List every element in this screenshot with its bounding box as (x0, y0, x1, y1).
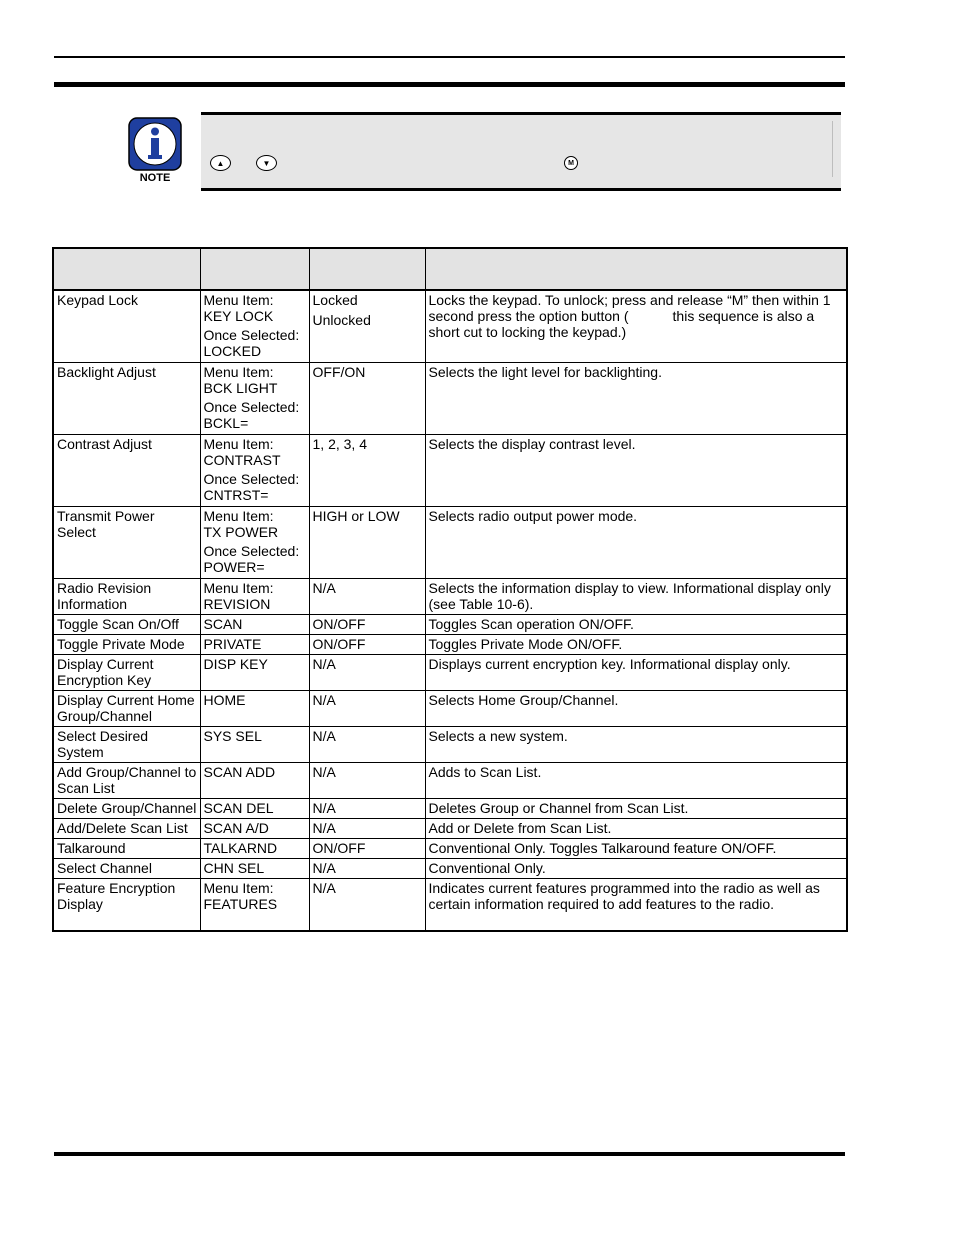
table-row (53, 838, 847, 858)
feature-cell: Radio Revision Information (53, 578, 200, 614)
table-row (53, 690, 847, 726)
menu-cell: HOME (200, 690, 309, 726)
header-cell (53, 248, 200, 290)
feature-cell: Display Current Home Group/Channel (53, 690, 200, 726)
feature-cell: Select Channel (53, 858, 200, 878)
table-header-row (53, 248, 847, 290)
menu-cell: Menu Item: REVISION (200, 578, 309, 614)
description-cell: Conventional Only. (425, 858, 847, 878)
values-cell: N/A (309, 690, 425, 726)
description-cell: Conventional Only. Toggles Talkaround feature ON/OFF. (425, 838, 847, 858)
values-cell: N/A (309, 726, 425, 762)
table-row (53, 798, 847, 818)
description-cell: Locks the keypad. To unlock; press and release “M” then within 1 second press the option button ( this sequence is also a short cut to locking the keypad.) (425, 290, 847, 362)
description-cell: Add or Delete from Scan List. (425, 818, 847, 838)
menu-cell: SCAN A/D (200, 818, 309, 838)
note-label: NOTE (139, 172, 171, 184)
description-cell: Selects a new system. (425, 726, 847, 762)
menu-cell: Menu Item: FEATURES (200, 878, 309, 931)
table-row (53, 726, 847, 762)
feature-cell: Add Group/Channel to Scan List (53, 762, 200, 798)
menu-cell: CHN SEL (200, 858, 309, 878)
table-row (53, 762, 847, 798)
feature-cell: Transmit Power Select (53, 506, 200, 578)
values-cell: ON/OFF (309, 838, 425, 858)
table-row (53, 614, 847, 634)
note-divider (832, 121, 833, 177)
up-arrow-key-icon: ▲ (210, 155, 231, 171)
values-cell: N/A (309, 858, 425, 878)
menu-cell: Menu Item: KEY LOCK Once Selected: LOCKED (200, 290, 309, 362)
description-cell: Selects the display contrast level. (425, 434, 847, 506)
menu-cell: SCAN DEL (200, 798, 309, 818)
description-cell: Displays current encryption key. Informational display only. (425, 654, 847, 690)
info-icon (128, 117, 182, 185)
values-cell: N/A (309, 762, 425, 798)
header-cell (425, 248, 847, 290)
description-cell: Toggles Scan operation ON/OFF. (425, 614, 847, 634)
feature-cell: Toggle Scan On/Off (53, 614, 200, 634)
description-cell: Selects the information display to view. Informational display only (see Table 10-6). (425, 578, 847, 614)
values-cell: 1, 2, 3, 4 (309, 434, 425, 506)
menu-cell: Menu Item: CONTRAST Once Selected: CNTRST= (200, 434, 309, 506)
note-box (201, 112, 841, 191)
description-cell: Selects radio output power mode. (425, 506, 847, 578)
values-cell: N/A (309, 878, 425, 931)
values-cell: Locked Unlocked (309, 290, 425, 362)
header-cell (200, 248, 309, 290)
header-rule-thick (54, 82, 845, 87)
table-row (53, 434, 847, 506)
values-cell: HIGH or LOW (309, 506, 425, 578)
values-cell: N/A (309, 578, 425, 614)
feature-cell: Backlight Adjust (53, 362, 200, 434)
description-cell: Indicates current features programmed into the radio as well as certain information required to add features to the radio. (425, 878, 847, 931)
feature-cell: Select Desired System (53, 726, 200, 762)
table-row (53, 578, 847, 614)
feature-cell: Add/Delete Scan List (53, 818, 200, 838)
values-cell: OFF/ON (309, 362, 425, 434)
menu-key-icon: M (564, 156, 578, 170)
values-cell: N/A (309, 818, 425, 838)
feature-cell: Contrast Adjust (53, 434, 200, 506)
menu-cell: SCAN (200, 614, 309, 634)
menu-cell: Menu Item: TX POWER Once Selected: POWER= (200, 506, 309, 578)
table-row (53, 818, 847, 838)
table-row (53, 362, 847, 434)
menu-cell: SYS SEL (200, 726, 309, 762)
feature-cell: Feature Encryption Display (53, 878, 200, 931)
description-cell: Deletes Group or Channel from Scan List. (425, 798, 847, 818)
table-row (53, 654, 847, 690)
table-row (53, 634, 847, 654)
description-cell: Selects Home Group/Channel. (425, 690, 847, 726)
feature-cell: Display Current Encryption Key (53, 654, 200, 690)
values-cell: N/A (309, 798, 425, 818)
header-cell (309, 248, 425, 290)
feature-cell: Keypad Lock (53, 290, 200, 362)
menu-cell: TALKARND (200, 838, 309, 858)
menu-cell: Menu Item: BCK LIGHT Once Selected: BCKL= (200, 362, 309, 434)
menu-cell: DISP KEY (200, 654, 309, 690)
menu-cell: PRIVATE (200, 634, 309, 654)
menu-cell: SCAN ADD (200, 762, 309, 798)
values-cell: N/A (309, 654, 425, 690)
down-arrow-key-icon: ▼ (256, 155, 277, 171)
table-row (53, 878, 847, 931)
feature-table (52, 247, 848, 932)
feature-cell: Toggle Private Mode (53, 634, 200, 654)
table-row (53, 506, 847, 578)
description-cell: Selects the light level for backlighting. (425, 362, 847, 434)
values-cell: ON/OFF (309, 614, 425, 634)
feature-cell: Talkaround (53, 838, 200, 858)
feature-cell: Delete Group/Channel (53, 798, 200, 818)
footer-rule (54, 1152, 845, 1156)
values-cell: ON/OFF (309, 634, 425, 654)
description-cell: Toggles Private Mode ON/OFF. (425, 634, 847, 654)
description-cell: Adds to Scan List. (425, 762, 847, 798)
table-row (53, 290, 847, 362)
table-row (53, 858, 847, 878)
header-rule-thin (54, 56, 845, 58)
